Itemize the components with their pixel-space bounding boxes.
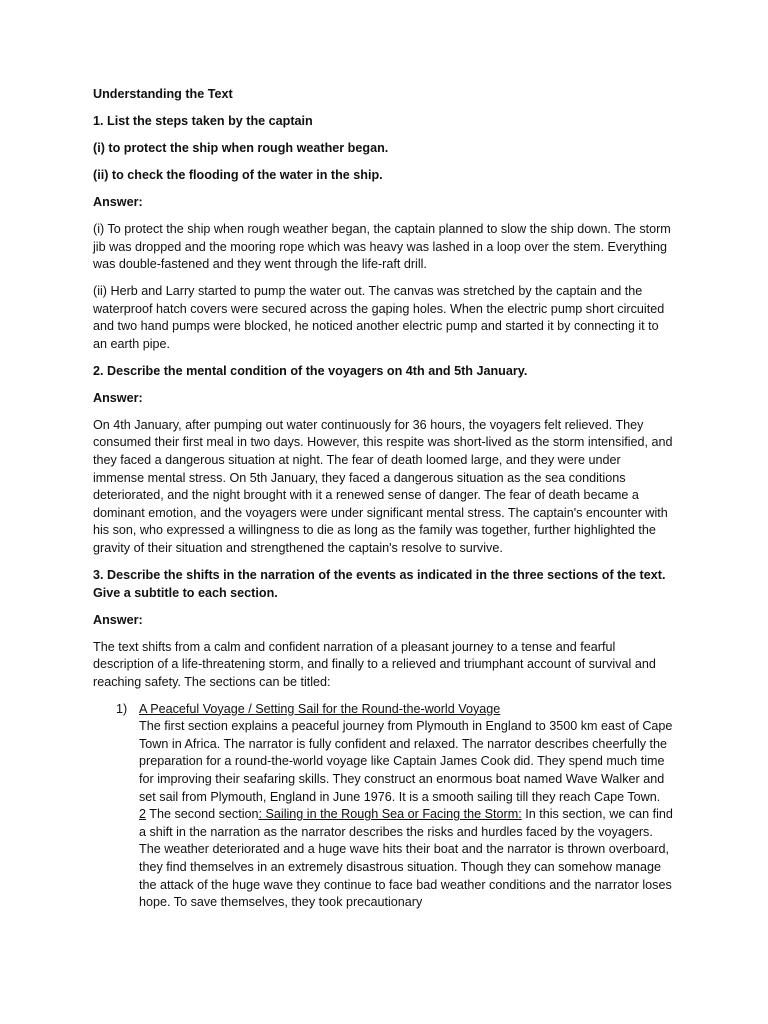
question-1: 1. List the steps taken by the captain — [93, 113, 313, 128]
document-page — [93, 86, 673, 912]
document-title: Understanding the Text — [93, 87, 233, 101]
answer-label-1: Answer: — [93, 194, 143, 209]
section-2-number: 2 — [139, 807, 147, 822]
answer-2: On 4th January, after pumping out water continuously for 36 hours, the voyagers felt relieved. They consumed their first meal in two days. However, this respite was short-lived as the storm intensified, and they faced a dangerous situation at night. The fear of death loomed large, and they were under immense mental stress. On 5th January, they faced a dangerous situation as the sea conditions deteriorated, and the night brought with it a renewed sense of danger. The fear of death became a dominant emotion, and the voyagers were under significant mental stress. The captain's encounter with his son, who expressed a willingness to die as long as the family was together, further highlighted the gravity of their situation and strengthened the captain's resolve to survive. — [93, 417, 673, 555]
question-1-part-i: (i) to protect the ship when rough weather began. — [93, 140, 389, 155]
question-1-part-ii: (ii) to check the flooding of the water in the ship. — [93, 167, 383, 182]
answer-label-2: Answer: — [93, 390, 143, 405]
answer-1-part-ii: (ii) Herb and Larry started to pump the water out. The canvas was stretched by the captain and the waterproof hatch covers were secured across the gaping holes. When the electric pump short circuited and two hand pumps were blocked, he noticed another electric pump and started it by connecting it to an earth pipe. — [93, 284, 665, 351]
answer-label-3: Answer: — [93, 612, 143, 627]
section-2-prefix: The second section — [146, 807, 259, 822]
answer-1-part-i: (i) To protect the ship when rough weather began, the captain planned to slow the ship down. The storm jib was dropped and the mooring rope which was heavy was lashed in a loop over the stem. Everything was double-fastened and they went through the life-raft drill. — [93, 221, 671, 272]
section-2-text: In this section, we can find a shift in the narration as the narrator describes the risks and hurdles faced by the voyagers. The weather deteriorated and a huge wave hits their boat and the narrator is thrown overboard, they find themselves in an extremely disastrous situation. Though they can somehow manage the attack of the huge wave they continue to face bad weather conditions and the narrator loses hope. To save themselves, they took precautionary — [139, 807, 673, 910]
section-2-title: : Sailing in the Rough Sea or Facing the Storm: — [258, 807, 522, 822]
question-3: 3. Describe the shifts in the narration of the events as indicated in the three sections of the text. Give a subtitle to each section. — [93, 567, 666, 600]
section-1-title: A Peaceful Voyage / Setting Sail for the Round-the-world Voyage — [139, 701, 501, 716]
list-item — [93, 701, 673, 912]
section-1-text: The first section explains a peaceful journey from Plymouth in England to 3500 km east of Cape Town in Africa. The narrator is fully confident and relaxed. The narrator describes cheerfully the preparation for a round-the-world voyage like Captain James Cook did. They spend much time for improving their seafaring skills. They construct an enormous boat named Wave Walker and set sail from Plymouth, England in June 1976. It is a smooth sailing till they reach Cape Town. — [139, 719, 673, 804]
answer-3-intro: The text shifts from a calm and confident narration of a pleasant journey to a tense and fearful description of a life-threatening storm, and finally to a relieved and triumphant account of survival and reaching safety. The sections can be titled: — [93, 639, 656, 689]
list-marker: 1) — [116, 701, 128, 716]
sections-list — [93, 701, 673, 912]
question-2: 2. Describe the mental condition of the voyagers on 4th and 5th January. — [93, 363, 528, 378]
